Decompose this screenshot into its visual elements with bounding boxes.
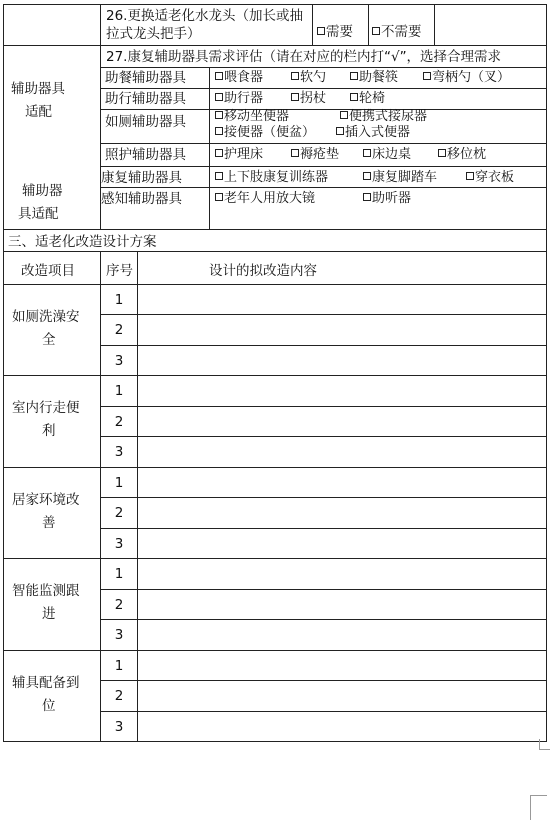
checkbox-icon[interactable] <box>215 193 223 201</box>
table-hline <box>3 45 547 46</box>
plan-content-cell[interactable] <box>138 529 545 557</box>
plan-item-label-line1: 辅具配备到 <box>12 675 80 691</box>
plan-row-number: 2 <box>114 688 124 704</box>
plan-content-cell[interactable] <box>138 376 545 404</box>
checkbox-icon[interactable] <box>340 111 348 119</box>
table-border-right <box>546 4 547 251</box>
col-header-project: 改造项目 <box>21 263 75 279</box>
checkbox-icon[interactable] <box>372 27 380 35</box>
table-hline <box>100 166 547 167</box>
plan-content-cell[interactable] <box>138 712 545 740</box>
aid-category-meal: 助餐辅助器具 <box>105 70 186 86</box>
aid-option-label: 移动坐便器 <box>224 109 290 124</box>
plan-content-cell[interactable] <box>138 315 545 343</box>
aid-option[interactable] <box>291 91 326 107</box>
table-hline <box>100 187 547 188</box>
plan-content-cell[interactable] <box>138 437 545 465</box>
q26-need-label: 需要 <box>326 24 353 40</box>
aid-category-care: 照护辅助器具 <box>105 147 186 163</box>
aid-option-label: 护理床 <box>224 147 264 162</box>
aid-option-label: 穿衣板 <box>475 170 515 185</box>
table-hline <box>100 109 547 110</box>
col-header-content: 设计的拟改造内容 <box>209 263 317 279</box>
aid-option[interactable] <box>363 147 411 163</box>
plan-row-number: 2 <box>114 597 124 613</box>
plan-row-number: 3 <box>114 627 124 643</box>
aid-option-label: 助行器 <box>224 91 264 106</box>
checkbox-icon[interactable] <box>215 172 223 180</box>
aid-option[interactable] <box>363 191 411 207</box>
aid-option[interactable] <box>291 70 326 86</box>
table-hline <box>100 143 547 144</box>
plan-row-number: 2 <box>114 505 124 521</box>
col-header-seq: 序号 <box>106 263 133 279</box>
plan-content-cell[interactable] <box>138 651 545 679</box>
aid-category-rehab: 康复辅助器具 <box>101 170 182 186</box>
plan-row-number: 3 <box>114 444 124 460</box>
checkbox-icon[interactable] <box>215 149 223 157</box>
q26-text-line2: 拉式龙头把手） <box>106 26 201 42</box>
table-hline <box>3 251 547 252</box>
plan-item-label-line1: 居家环境改 <box>12 492 80 508</box>
plan-row-number: 1 <box>114 566 124 582</box>
plan-item-label-line2: 进 <box>42 606 56 622</box>
aid-option-label: 助听器 <box>372 191 412 206</box>
plan-content-cell[interactable] <box>138 285 545 313</box>
checkbox-icon[interactable] <box>423 72 431 80</box>
aid-option[interactable] <box>466 170 514 186</box>
q26-need-option[interactable] <box>317 24 353 40</box>
checkbox-icon[interactable] <box>317 27 325 35</box>
plan-item-label-line1: 智能监测跟 <box>12 583 80 599</box>
plan-item-label-line2: 全 <box>42 332 56 348</box>
plan-content-cell[interactable] <box>138 620 545 648</box>
plan-row-number: 2 <box>114 414 124 430</box>
checkbox-icon[interactable] <box>438 149 446 157</box>
plan-item-label-line2: 利 <box>42 423 56 439</box>
aid-option[interactable] <box>215 91 263 107</box>
plan-content-cell[interactable] <box>138 590 545 618</box>
aid-option-label: 拐杖 <box>300 91 327 106</box>
aid-option-label: 便携式接尿器 <box>349 109 428 124</box>
aid-option[interactable] <box>350 70 398 86</box>
checkbox-icon[interactable] <box>215 93 223 101</box>
checkbox-icon[interactable] <box>350 72 358 80</box>
plan-row-number: 2 <box>114 322 124 338</box>
q26-no-need-option[interactable] <box>372 24 422 40</box>
q26-text-line1: 26.更换适老化水龙头（加长或抽 <box>106 8 303 24</box>
table-top-border <box>3 4 547 5</box>
plan-content-cell[interactable] <box>138 468 545 496</box>
plan-row-number: 1 <box>114 658 124 674</box>
table-border-right <box>546 251 547 741</box>
q27-text: 27.康复辅助器具需求评估（请在对应的栏内打“√”，选择合理需求 <box>106 49 502 65</box>
checkbox-icon[interactable] <box>215 72 223 80</box>
plan-content-cell[interactable] <box>138 407 545 435</box>
plan-content-cell[interactable] <box>138 681 545 709</box>
aids-label-1b: 适配 <box>25 104 52 120</box>
plan-row-number: 1 <box>114 292 124 308</box>
table-col-divider <box>209 67 210 229</box>
aid-option-label: 轮椅 <box>359 91 386 106</box>
plan-content-cell[interactable] <box>138 346 545 374</box>
aid-option-label: 老年人用放大镜 <box>224 191 316 206</box>
q26-no-need-label: 不需要 <box>381 24 422 40</box>
aid-option-label: 软勺 <box>300 70 327 85</box>
plan-item-label-line2: 位 <box>42 698 56 714</box>
checkbox-icon[interactable] <box>363 193 371 201</box>
page-corner-mark <box>530 795 547 820</box>
aid-option[interactable] <box>438 147 486 163</box>
page-corner-mark <box>539 739 550 750</box>
plan-item-label-line1: 室内行走便 <box>12 400 80 416</box>
checkbox-icon[interactable] <box>291 93 299 101</box>
table-hline <box>3 741 547 742</box>
checkbox-icon[interactable] <box>350 93 358 101</box>
checkbox-icon[interactable] <box>291 72 299 80</box>
plan-item-label-line1: 如厕洗澡安 <box>12 309 80 325</box>
checkbox-icon[interactable] <box>291 149 299 157</box>
aid-option[interactable] <box>215 191 315 207</box>
aid-option[interactable] <box>363 170 437 186</box>
table-hline <box>100 67 547 68</box>
plan-item-label-line2: 善 <box>42 515 56 531</box>
aid-option[interactable] <box>215 125 315 141</box>
aid-option[interactable] <box>336 125 410 141</box>
table-col-divider <box>434 4 435 45</box>
checkbox-icon[interactable] <box>363 149 371 157</box>
checkbox-icon[interactable] <box>336 127 344 135</box>
aid-option-label: 喂食器 <box>224 70 264 85</box>
checkbox-icon[interactable] <box>363 172 371 180</box>
plan-row-number: 3 <box>114 353 124 369</box>
plan-row-number: 3 <box>114 719 124 735</box>
aid-option[interactable] <box>215 147 263 163</box>
aid-option-label: 接便器（便盆） <box>224 125 316 140</box>
table-col-divider <box>312 4 313 45</box>
aid-option-label: 移位枕 <box>447 147 487 162</box>
plan-content-cell[interactable] <box>138 498 545 526</box>
table-hline <box>100 88 547 89</box>
aid-option[interactable] <box>215 170 328 186</box>
aid-option-label: 上下肢康复训练器 <box>224 170 329 185</box>
table-col-divider <box>368 4 369 45</box>
plan-row-number: 3 <box>114 536 124 552</box>
table-hline <box>3 229 547 230</box>
aid-option[interactable] <box>291 147 339 163</box>
plan-row-number: 1 <box>114 383 124 399</box>
aid-option-label: 弯柄勺（叉） <box>432 70 511 85</box>
aid-category-sense: 感知辅助器具 <box>101 191 182 207</box>
plan-content-cell[interactable] <box>138 559 545 587</box>
aids-label-2b: 具适配 <box>18 206 59 222</box>
aid-category-toilet: 如厕辅助器具 <box>105 114 186 130</box>
aid-option[interactable] <box>215 109 289 125</box>
checkbox-icon[interactable] <box>466 172 474 180</box>
aid-option-label: 康复脚踏车 <box>372 170 438 185</box>
section3-title: 三、适老化改造设计方案 <box>8 234 157 250</box>
checkbox-icon[interactable] <box>215 111 223 119</box>
table-border-left <box>3 4 4 251</box>
checkbox-icon[interactable] <box>215 127 223 135</box>
table-border-left <box>3 251 4 741</box>
aid-category-walk: 助行辅助器具 <box>105 91 186 107</box>
aid-option[interactable] <box>340 109 427 125</box>
aid-option-label: 褥疮垫 <box>300 147 340 162</box>
plan-row-number: 1 <box>114 475 124 491</box>
aid-option-label: 助餐筷 <box>359 70 399 85</box>
aids-label-2a: 辅助器 <box>22 183 63 199</box>
aid-option-label: 插入式便器 <box>345 125 411 140</box>
aid-option-label: 床边桌 <box>372 147 412 162</box>
aid-option[interactable] <box>350 91 385 107</box>
aids-label-1a: 辅助器具 <box>11 81 65 97</box>
aid-option[interactable] <box>423 70 510 86</box>
aid-option[interactable] <box>215 70 263 86</box>
